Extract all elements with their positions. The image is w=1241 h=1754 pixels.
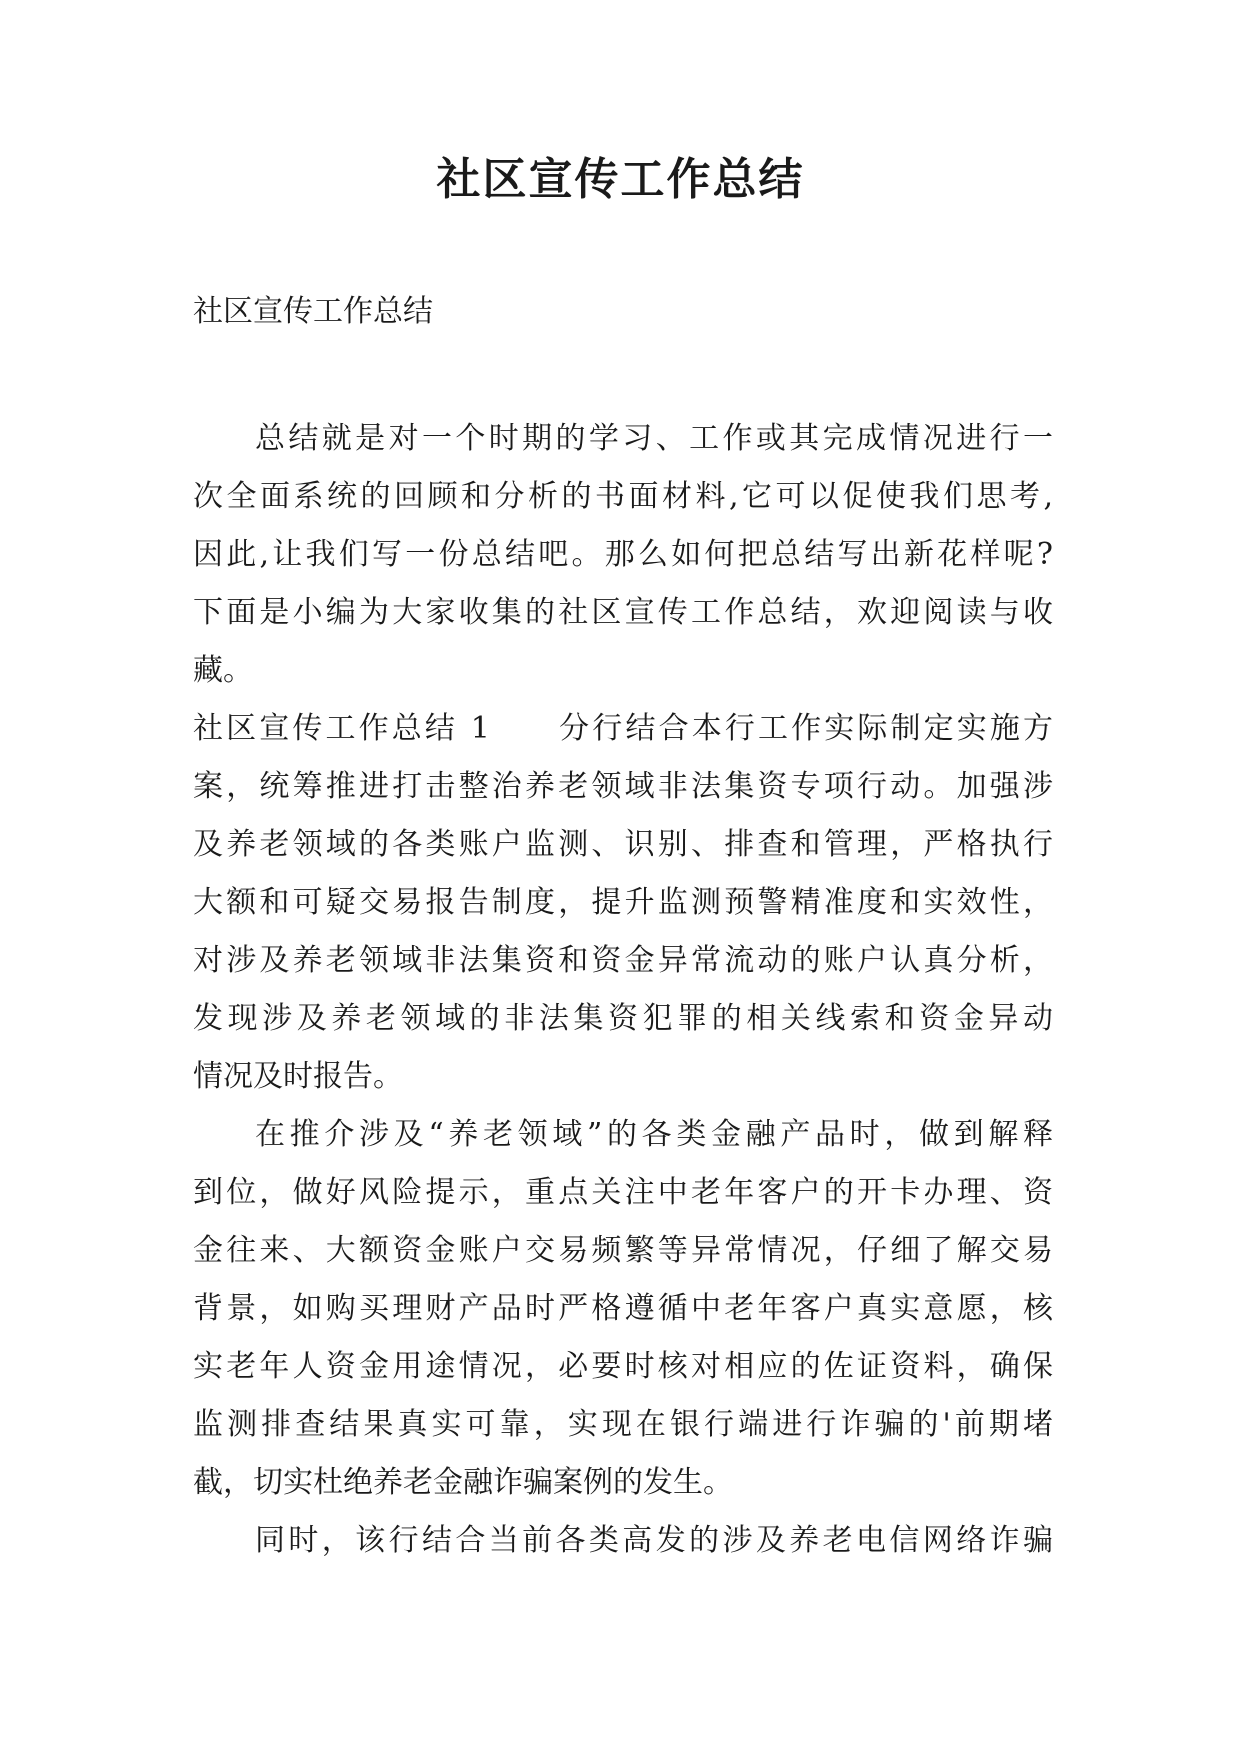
document-title: 社区宣传工作总结 [436, 154, 805, 205]
body-line: 下面是小编为大家收集的社区宣传工作总结，欢迎阅读与收 [193, 595, 1053, 630]
body-line: 因此,让我们写一份总结吧。那么如何把总结写出新花样呢? [193, 537, 1053, 572]
body-line: 案，统筹推进打击整治养老领域非法集资专项行动。加强涉 [193, 769, 1053, 804]
body-line: 监测排查结果真实可靠，实现在银行端进行诈骗的'前期堵 [193, 1407, 1053, 1442]
body-line: 在推介涉及“养老领域”的各类金融产品时，做到解释 [255, 1117, 1053, 1152]
body-line: 截，切实杜绝养老金融诈骗案例的发生。 [193, 1465, 733, 1500]
body-line: 对涉及养老领域非法集资和资金异常流动的账户认真分析， [193, 943, 1053, 978]
document-subtitle: 社区宣传工作总结 [193, 294, 433, 329]
body-line: 藏。 [193, 653, 253, 688]
body-line: 到位，做好风险提示，重点关注中老年客户的开卡办理、资 [193, 1175, 1053, 1210]
body-line: 情况及时报告。 [193, 1059, 403, 1094]
body-line: 同时，该行结合当前各类高发的涉及养老电信网络诈骗 [255, 1523, 1053, 1558]
body-line: 次全面系统的回顾和分析的书面材料,它可以促使我们思考, [193, 479, 1053, 514]
document-body [193, 410, 1053, 1570]
body-line: 大额和可疑交易报告制度，提升监测预警精准度和实效性， [193, 885, 1053, 920]
body-line: 发现涉及养老领域的非法集资犯罪的相关线索和资金异动 [193, 1001, 1053, 1036]
body-line: 实老年人资金用途情况，必要时核对相应的佐证资料，确保 [193, 1349, 1053, 1384]
body-line: 背景，如购买理财产品时严格遵循中老年客户真实意愿，核 [193, 1291, 1053, 1326]
body-line: 金往来、大额资金账户交易频繁等异常情况，仔细了解交易 [193, 1233, 1053, 1268]
body-line: 社区宣传工作总结 1 分行结合本行工作实际制定实施方 [193, 711, 1053, 746]
body-line: 总结就是对一个时期的学习、工作或其完成情况进行一 [255, 421, 1053, 456]
body-line: 及养老领域的各类账户监测、识别、排查和管理，严格执行 [193, 827, 1053, 862]
